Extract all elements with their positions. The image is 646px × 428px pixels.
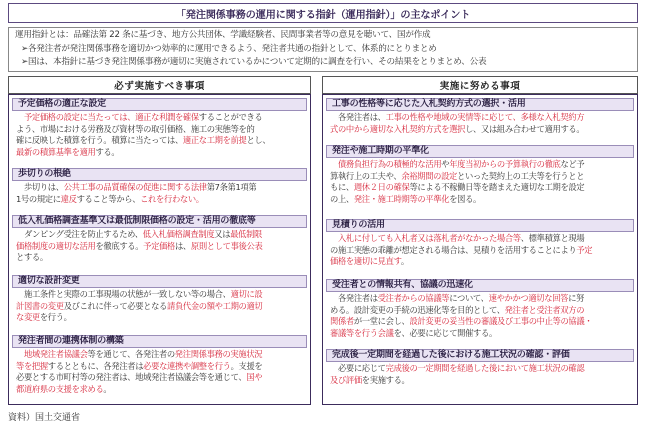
section-body xyxy=(12,348,307,395)
body-line xyxy=(330,256,632,268)
highlighted-text: 工事の性格や地域の実情等に応じて、 xyxy=(385,112,521,122)
body-line xyxy=(16,349,305,361)
intro-line: ➢各発注者が発注関係事務を適切かつ効率的に運用できるよう、発注者共通の指針として、体系的にとりまとめ xyxy=(21,43,437,54)
highlighted-text: 週休２日の確保 xyxy=(353,182,410,193)
highlighted-text: 予定 xyxy=(576,244,593,255)
body-line xyxy=(16,361,305,373)
body-line xyxy=(330,316,632,328)
section-no-cutting xyxy=(12,168,307,205)
right-column-header xyxy=(322,76,638,94)
section-post-completion xyxy=(326,349,634,386)
section-title: 見積りの活用 xyxy=(326,219,634,232)
highlighted-text: 地域発注者協議会 xyxy=(23,349,88,359)
highlighted-text: 最低制限 xyxy=(230,229,262,239)
body-text: に努 xyxy=(568,293,585,303)
highlighted-text: 適正な利潤を確保 xyxy=(135,112,199,122)
body-text: 及びこれに伴って必要となる xyxy=(63,300,167,311)
section-low-bid xyxy=(12,215,307,264)
highlighted-text: 都道府県の支援を求める xyxy=(16,383,104,394)
body-text: することができる xyxy=(198,112,263,122)
body-line xyxy=(330,112,632,124)
body-text: 必要とする市町村等の発注者は、地域発注者協議会等を通じて、 xyxy=(16,372,247,383)
body-text: 1号の規定に xyxy=(16,193,61,204)
body-line xyxy=(16,301,305,313)
body-text: するとともに、各発注者は xyxy=(47,360,144,371)
highlighted-text: 予定価格 xyxy=(143,240,175,251)
intro-line: ➢国は、本指針に基づき発注関係事務が適切に実施されているかについて定期的に調査を行い、その結果をとりまとめ、公表 xyxy=(21,57,487,67)
body-text: 。 xyxy=(103,383,112,394)
source-note: 資料）国土交通省 xyxy=(8,413,81,423)
section-body xyxy=(326,111,634,135)
section-body xyxy=(326,292,634,339)
highlighted-text: 多様な入札契約方 xyxy=(520,112,585,122)
body-line xyxy=(16,384,305,396)
body-line xyxy=(16,289,305,301)
body-text: 。 xyxy=(400,256,409,267)
body-line xyxy=(330,171,632,183)
body-text: の上、 xyxy=(330,193,354,204)
body-line xyxy=(330,245,632,257)
body-line xyxy=(330,305,632,317)
body-text: し、又は組み合わせて適用する。 xyxy=(465,123,585,134)
left-column xyxy=(8,94,311,405)
section-title: 工事の性格等に応じた入札契約方式の選択・活用 xyxy=(326,98,634,111)
body-text: 歩切りは、 xyxy=(16,182,64,192)
body-text: 。支援を xyxy=(230,360,263,371)
highlighted-text: 発注関係事務の実施状況 xyxy=(174,349,263,359)
body-line xyxy=(330,375,632,387)
section-title: 発注や施工時期の平準化 xyxy=(326,145,634,158)
body-text: 第7条第1項第 xyxy=(206,182,257,192)
intro-line: 運用指針とは：品確法第 22 条に基づき、地方公共団体、学識経験者、民間事業者等の意見を聴いて、国が作成 xyxy=(15,30,431,40)
body-line xyxy=(16,182,305,194)
body-text: を実施する。 xyxy=(361,374,410,385)
section-title: 完成後一定期間を経過した後における施工状況の確認・評価 xyxy=(326,349,634,362)
section-info-sharing xyxy=(326,279,634,339)
highlighted-text: 計図書の変更 xyxy=(16,300,64,311)
section-title: 予定価格の適正な設定 xyxy=(12,98,307,111)
body-text: 各発注者は xyxy=(330,293,378,303)
body-line xyxy=(16,229,305,241)
section-leveling xyxy=(326,145,634,205)
body-text: 等を通じて、各発注者の xyxy=(87,349,175,359)
body-line xyxy=(16,312,305,324)
body-text xyxy=(330,159,338,169)
highlighted-text: 式の中から適切な入札契約方式を選択 xyxy=(330,123,466,134)
body-text: 算執行上の工夫や、 xyxy=(330,170,402,181)
body-line xyxy=(16,372,305,384)
section-coordination xyxy=(12,335,307,395)
section-design-change xyxy=(12,275,307,324)
left-column-header-label: 必ず実施すべき事項 xyxy=(114,81,205,92)
highlighted-text: 余裕期間の設定 xyxy=(401,170,457,181)
body-text: 施工条件と実際の工事現場の状態が一致しない等の場合、 xyxy=(16,289,231,299)
body-text: ダンピング受注を防止するため、 xyxy=(16,229,143,239)
highlighted-text: 適切に設 xyxy=(230,289,263,299)
highlighted-text: 及び評価 xyxy=(330,374,362,385)
page-title: 「発注関係事務の運用に関する指針（運用指針）」の主なポイント xyxy=(175,9,471,21)
body-text: 又は xyxy=(214,229,231,239)
section-title: 低入札価格調査基準又は最低制限価格の設定・活用の徹底等 xyxy=(12,215,307,228)
body-text: が一堂に会し、 xyxy=(353,316,410,327)
body-line xyxy=(16,252,305,264)
highlighted-text: 価格制度の適切な活用 xyxy=(16,240,96,251)
section-body xyxy=(326,158,634,205)
highlighted-text: 受注者からの協議等 xyxy=(377,293,450,303)
body-text: など予 xyxy=(560,159,585,169)
highlighted-text: 国や xyxy=(246,372,263,383)
highlighted-text: 入札に付しても入札者又は落札者がなかった場合等 xyxy=(337,233,521,243)
body-text: すること等から、 xyxy=(76,193,141,204)
section-estimates xyxy=(326,219,634,268)
body-text: 確に反映した積算を行う。積算に当たっては、 xyxy=(16,135,183,146)
intro-box xyxy=(8,27,638,72)
body-line xyxy=(330,124,632,136)
body-line xyxy=(330,293,632,305)
section-body xyxy=(12,181,307,205)
highlighted-text: 価格を適切に見直す xyxy=(330,256,401,267)
highlighted-text: 速やかかつ適切な回答 xyxy=(488,293,569,303)
body-text xyxy=(330,233,338,243)
body-text: は、 xyxy=(174,240,191,251)
body-text: といった契約上の工夫等を行うとと xyxy=(457,170,585,181)
section-price-setting xyxy=(12,98,307,158)
highlighted-text: 発注・施工時期等の平準化 xyxy=(353,193,450,204)
highlighted-text: 最新の積算基準を適用 xyxy=(16,146,96,157)
highlighted-text: 必要な連携や調整を行う xyxy=(143,360,231,371)
body-line xyxy=(330,159,632,171)
highlighted-text: 年度当初からの予算執行の徹底 xyxy=(449,159,561,169)
highlighted-text: これを行わない。 xyxy=(140,193,204,204)
highlighted-text: な変更 xyxy=(16,312,40,323)
title-banner xyxy=(8,3,638,23)
section-body xyxy=(12,288,307,324)
section-contract-method xyxy=(326,98,634,135)
body-text: を徹底する。 xyxy=(95,240,144,251)
body-text: 、標準積算と現場 xyxy=(520,233,585,243)
section-title: 適切な設計変更 xyxy=(12,275,307,288)
highlighted-text: 原則として事後公表 xyxy=(190,240,263,251)
body-text: もに、 xyxy=(330,182,354,193)
body-line xyxy=(16,112,305,124)
body-text: 必要に応じて xyxy=(330,363,386,373)
highlighted-text: 設計変更の妥当性の審議及び工事の中止等の協議・ xyxy=(409,316,593,327)
highlighted-text: 予定価格の設定に当たっては、 xyxy=(16,112,136,122)
body-line xyxy=(330,233,632,245)
highlighted-text: 違反 xyxy=(60,193,77,204)
body-line xyxy=(330,363,632,375)
highlighted-text: 債務負担行為の積極的な活用 xyxy=(337,159,442,169)
highlighted-text: 関係者 xyxy=(330,316,354,327)
section-body xyxy=(12,111,307,158)
body-line xyxy=(330,194,632,206)
section-body xyxy=(326,362,634,386)
body-line xyxy=(330,328,632,340)
body-line xyxy=(16,194,305,206)
section-body xyxy=(12,228,307,264)
left-column-header xyxy=(8,76,311,94)
highlighted-text: 審議等を行う会議 xyxy=(330,327,394,338)
highlighted-text: 発注者と受注者双方の xyxy=(504,304,585,315)
body-line xyxy=(16,147,305,159)
body-text: 各発注者は、 xyxy=(330,112,386,122)
highlighted-text: 完成後の一定期間を経過した後において施工状況の確認 xyxy=(385,363,585,373)
body-text: する。 xyxy=(95,146,120,157)
section-title: 受注者との情報共有、協議の迅速化 xyxy=(326,279,634,292)
highlighted-text: 等を把握 xyxy=(16,360,48,371)
highlighted-text: 公共工事の品質確保の促進に関する法律 xyxy=(63,182,207,192)
body-text: 等による不稼働日等を踏まえた適切な工期を設定 xyxy=(409,182,585,193)
body-text xyxy=(16,349,24,359)
body-text: や xyxy=(441,159,450,169)
body-text: よう、市場における労務及び資材等の取引価格、施工の実態等を的 xyxy=(16,123,255,134)
body-text: を、必要に応じて開催する。 xyxy=(393,327,497,338)
highlighted-text: 請負代金の額や工期の適切 xyxy=(167,300,263,311)
body-text: を行う。 xyxy=(39,312,72,323)
highlighted-text: 低入札価格調査制度 xyxy=(142,229,215,239)
section-title: 歩切りの根絶 xyxy=(12,168,307,181)
body-text: める。設計変更の手続の迅速化等を目的として、 xyxy=(330,304,505,315)
body-text: とする。 xyxy=(16,252,48,263)
right-column xyxy=(322,94,638,405)
body-line xyxy=(16,135,305,147)
section-title: 発注者間の連携体制の構築 xyxy=(12,335,307,348)
body-line xyxy=(16,241,305,253)
body-text: について、 xyxy=(449,293,489,303)
body-line xyxy=(330,182,632,194)
section-body xyxy=(326,232,634,268)
body-text: とし、 xyxy=(246,135,271,146)
body-text: を図る。 xyxy=(449,193,482,204)
highlighted-text: 適正な工期を前提 xyxy=(182,135,247,146)
right-column-header-label: 実施に努める事項 xyxy=(439,81,521,92)
body-text: の施工実態の乖離が想定される場合は、見積りを活用することにより xyxy=(330,244,577,255)
body-line xyxy=(16,124,305,136)
